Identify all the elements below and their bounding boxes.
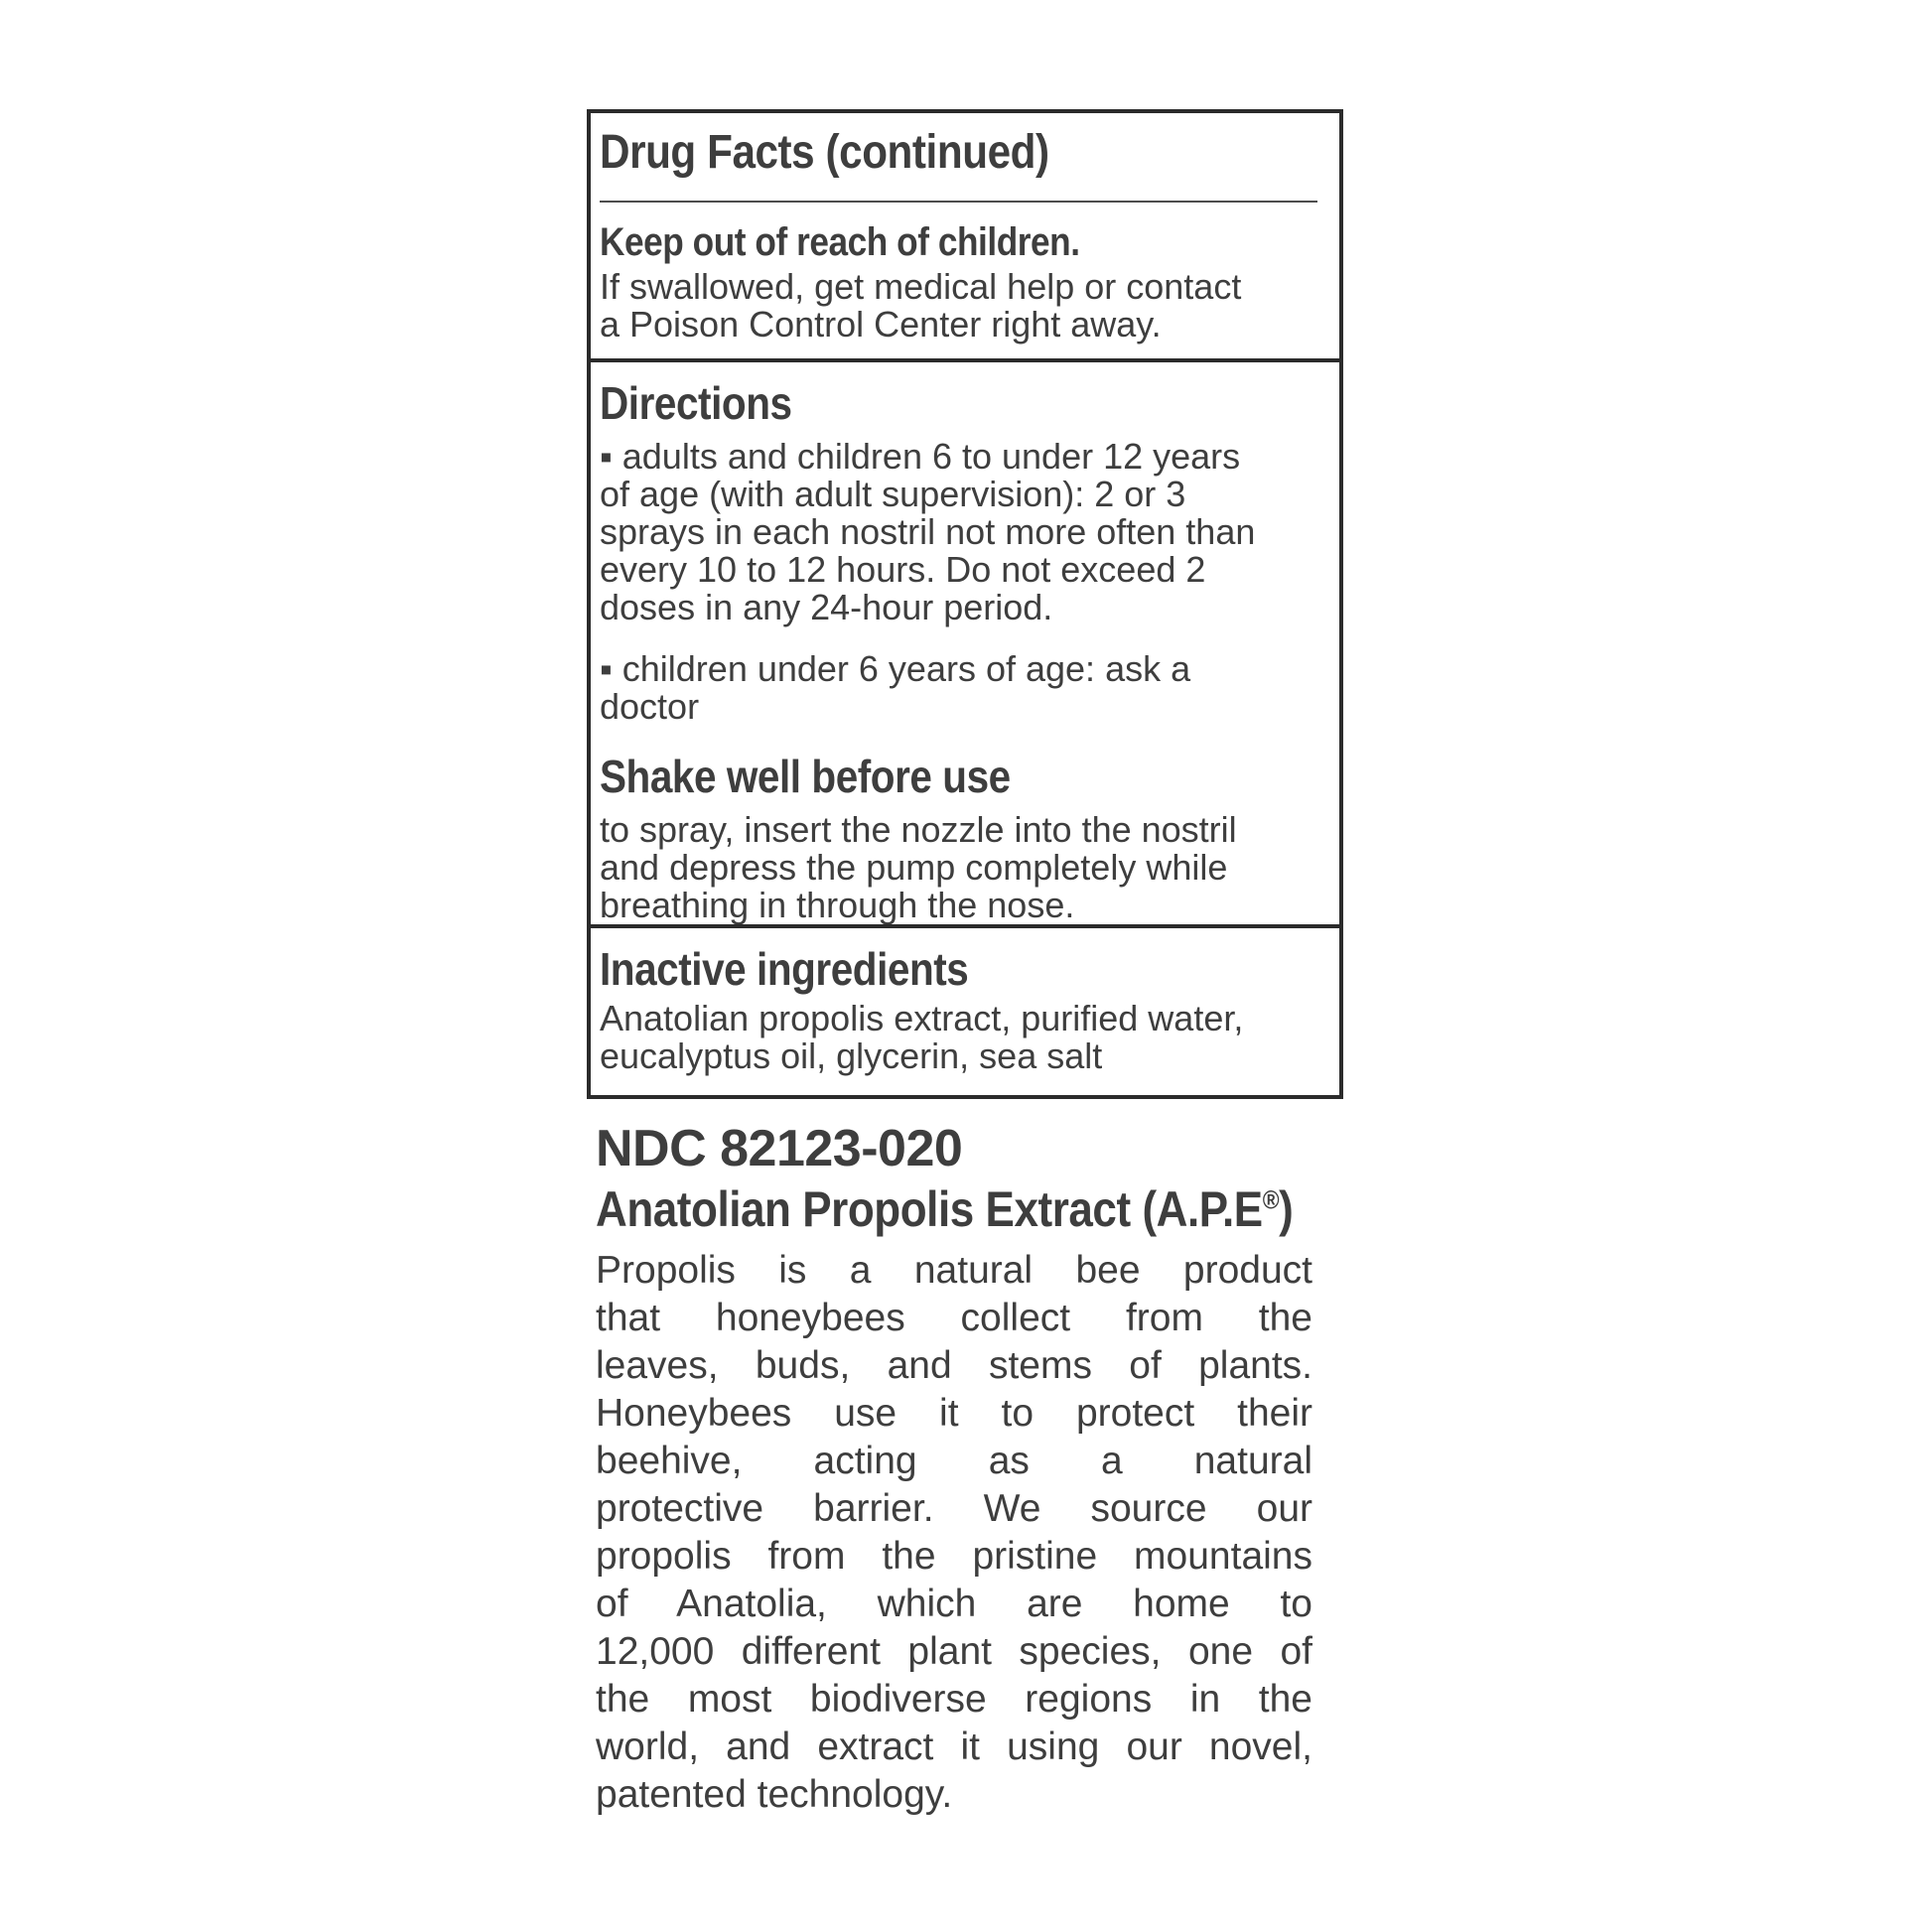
title-divider-rule [600, 201, 1317, 203]
text-line: a Poison Control Center right away. [600, 304, 1162, 345]
product-heading-main: Anatolian Propolis Extract (A.P.E [596, 1181, 1263, 1237]
text-line: patented technology. [596, 1773, 953, 1816]
inactive-ingredients-heading [600, 942, 1329, 996]
shake-well-heading [600, 750, 1329, 803]
text-line: the most biodiverse regions in the [596, 1678, 1312, 1721]
product-info-block [596, 1120, 1312, 1819]
text-line: protective barrier. We source our [596, 1487, 1312, 1530]
keep-out-heading [600, 220, 1329, 264]
product-heading-close-paren: ) [1279, 1181, 1294, 1237]
text-line: beehive, acting as a natural [596, 1440, 1312, 1482]
text-line: every 10 to 12 hours. Do not exceed 2 [600, 549, 1206, 590]
text-line: ▪ children under 6 years of age: ask a [600, 648, 1191, 689]
drug-facts-title [600, 127, 1329, 179]
text-line: of age (with adult supervision): 2 or 3 [600, 474, 1186, 514]
text-line: eucalyptus oil, glycerin, sea salt [600, 1035, 1103, 1076]
shake-well-body [600, 811, 1329, 924]
text-line: Propolis is a natural bee product [596, 1249, 1312, 1292]
product-heading-text [596, 1177, 1293, 1241]
text-line: doctor [600, 686, 700, 727]
directions-bullet-children [600, 650, 1329, 726]
shake-well-heading-text: Shake well before use [600, 751, 1011, 802]
text-line: doses in any 24-hour period. [600, 587, 1053, 627]
product-heading [596, 1177, 1312, 1241]
registered-trademark-symbol: ® [1262, 1184, 1280, 1215]
text-line: that honeybees collect from the [596, 1297, 1312, 1339]
text-line: of Anatolia, which are home to [596, 1583, 1312, 1625]
keep-out-heading-text: Keep out of reach of children. [600, 220, 1080, 264]
inactive-ingredients-body [600, 1000, 1329, 1075]
text-line: world, and extract it using our novel, [596, 1725, 1312, 1768]
drug-facts-title-text: Drug Facts (continued) [600, 126, 1049, 179]
keep-out-body [600, 268, 1329, 344]
text-line: breathing in through the nose. [600, 885, 1075, 925]
text-line: propolis from the pristine mountains [596, 1535, 1312, 1578]
text-line: ▪ adults and children 6 to under 12 years [600, 436, 1241, 477]
text-line: leaves, buds, and stems of plants. [596, 1344, 1312, 1387]
directions-section [591, 362, 1339, 928]
drug-facts-header-section [591, 113, 1339, 362]
text-line: 12,000 different plant species, one of [596, 1630, 1312, 1673]
inactive-ingredients-heading-text: Inactive ingredients [600, 943, 969, 995]
text-line: and depress the pump completely while [600, 847, 1228, 888]
drug-facts-box [587, 109, 1343, 1099]
text-line: Anatolian propolis extract, purified water, [600, 998, 1244, 1038]
inactive-ingredients-section [591, 928, 1339, 1087]
text-line: to spray, insert the nozzle into the nostril [600, 809, 1237, 850]
directions-heading-text: Directions [600, 377, 792, 429]
text-line: sprays in each nostril not more often than [600, 511, 1256, 552]
directions-bullet-adults [600, 438, 1329, 626]
ndc-code: NDC 82123-020 [596, 1120, 963, 1177]
product-description [596, 1247, 1312, 1819]
text-line: Honeybees use it to protect their [596, 1392, 1312, 1435]
directions-heading [600, 376, 1329, 430]
text-line: If swallowed, get medical help or contact [600, 266, 1242, 307]
